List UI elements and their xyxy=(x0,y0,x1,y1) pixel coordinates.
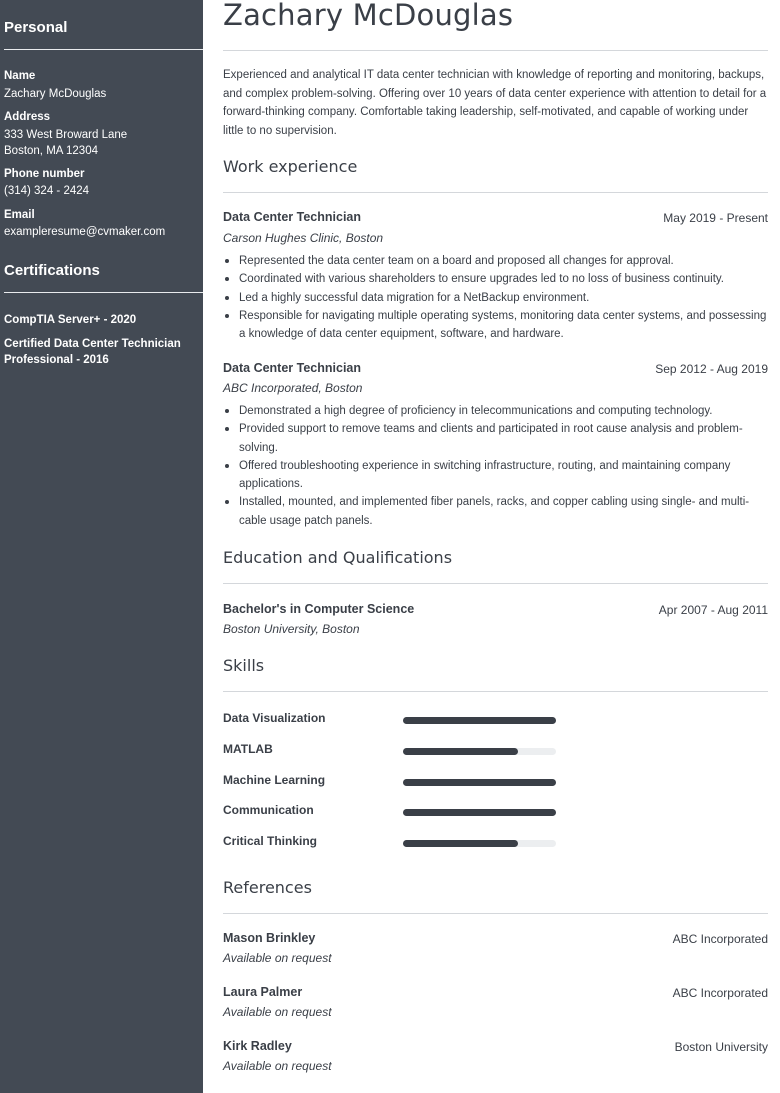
list-item xyxy=(223,270,768,288)
skill-row xyxy=(223,803,768,823)
list-item xyxy=(223,252,768,270)
skill-level-bar xyxy=(403,840,556,847)
email-label: Email xyxy=(4,209,35,221)
skill-name: Machine Learning xyxy=(223,773,326,787)
section-divider xyxy=(223,691,768,692)
bullet-text: Led a highly successful data migration for a NetBackup environment. xyxy=(239,291,590,304)
summary: Experienced and analytical IT data center technician with knowledge of reporting and monitoring, backups, and complex problem-solving. Offering over 10 years of data center experience with attention to detail for a forward-thinking company. Comfortable taking leadership, self-motivated, and capable of working under little to no supervision. xyxy=(223,69,767,137)
skill-level-bar xyxy=(403,748,556,755)
reference-note: Available on request xyxy=(223,951,332,965)
skill-row xyxy=(223,773,768,793)
bullet-text: Responsible for navigating multiple operating systems, monitoring data center systems, and possessing a knowledge of data center equipment, software, and hardware. xyxy=(239,309,767,341)
address-line1: 333 West Broward Lane xyxy=(4,129,128,141)
bullet-text: Represented the data center team on a board and proposed all changes for approval. xyxy=(239,255,674,267)
job-employer: ABC Incorporated, Boston xyxy=(223,381,363,395)
skill-row xyxy=(223,711,768,731)
skill-row xyxy=(223,834,768,854)
skill-level-bar xyxy=(403,717,556,724)
bullet-dot xyxy=(225,464,229,468)
reference-organization: ABC Incorporated xyxy=(672,986,768,1000)
certifications-heading: Certifications xyxy=(4,262,100,279)
skill-level-fill xyxy=(403,779,556,786)
address-label: Address xyxy=(4,111,51,123)
skill-level-fill xyxy=(403,840,518,847)
education-heading: Education and Qualifications xyxy=(223,548,453,567)
job-dates: Sep 2012 - Aug 2019 xyxy=(655,362,768,376)
job-bullets xyxy=(223,252,768,343)
skill-level-bar xyxy=(403,779,556,786)
name-value: Zachary McDouglas xyxy=(4,88,107,100)
section-divider xyxy=(223,583,768,584)
sidebar xyxy=(0,0,203,1093)
reference-note: Available on request xyxy=(223,1059,332,1073)
section-divider xyxy=(223,913,768,914)
job-dates: May 2019 - Present xyxy=(663,211,768,225)
bullet-text: Installed, mounted, and implemented fiber panels, racks, and copper cabling using single- and multi-cable usage patch panels. xyxy=(239,496,750,527)
bullet-text: Demonstrated a high degree of proficiency in telecommunications and computing technology. xyxy=(239,405,713,417)
reference-organization: ABC Incorporated xyxy=(672,932,768,946)
skill-level-bar xyxy=(403,809,556,816)
reference-name: Kirk Radley xyxy=(223,1039,292,1053)
reference-name: Laura Palmer xyxy=(223,985,303,999)
section-divider xyxy=(223,192,768,193)
skill-level-fill xyxy=(403,809,556,816)
skill-level-fill xyxy=(403,748,518,755)
certification-item: CompTIA Server+ - 2020 xyxy=(4,314,137,326)
list-item xyxy=(223,493,768,530)
name-label: Name xyxy=(4,70,36,82)
phone-label: Phone number xyxy=(4,168,85,180)
sidebar-divider xyxy=(4,49,203,50)
degree-title: Bachelor's in Computer Science xyxy=(223,602,415,616)
certification-item: Certified Data Center Technician Professional - 2016 xyxy=(4,338,181,366)
skill-name: Critical Thinking xyxy=(223,834,318,848)
list-item xyxy=(223,420,768,457)
skill-name: Communication xyxy=(223,803,314,817)
bullet-dot xyxy=(225,296,229,300)
job-title: Data Center Technician xyxy=(223,210,362,224)
title-divider xyxy=(223,50,768,51)
sidebar-divider xyxy=(4,292,203,293)
bullet-text: Coordinated with various shareholders to ensure upgrades led to no loss of business continuity. xyxy=(239,273,724,286)
references-heading: References xyxy=(223,878,312,897)
bullet-dot xyxy=(225,259,229,263)
skill-row xyxy=(223,742,768,762)
bullet-text: Provided support to remove teams and clients and participated in root cause analysis and problem-solving. xyxy=(239,423,743,454)
skill-level-fill xyxy=(403,717,556,724)
personal-heading: Personal xyxy=(4,19,68,36)
list-item xyxy=(223,402,768,420)
job-employer: Carson Hughes Clinic, Boston xyxy=(223,231,384,245)
bullet-dot xyxy=(225,500,229,504)
list-item xyxy=(223,289,768,307)
reference-name: Mason Brinkley xyxy=(223,931,316,945)
job-bullets xyxy=(223,402,768,530)
school-name: Boston University, Boston xyxy=(223,622,360,636)
phone-value: (314) 324 - 2424 xyxy=(4,185,90,197)
reference-organization: Boston University xyxy=(674,1040,768,1054)
list-item xyxy=(223,457,768,494)
address-line2: Boston, MA 12304 xyxy=(4,145,98,157)
email-value[interactable]: exampleresume@cvmaker.com xyxy=(4,226,166,238)
main-content xyxy=(223,0,768,1093)
skills-heading: Skills xyxy=(223,656,265,675)
skill-name: Data Visualization xyxy=(223,711,326,725)
list-item xyxy=(223,307,768,344)
education-dates: Apr 2007 - Aug 2011 xyxy=(658,603,768,617)
skill-name: MATLAB xyxy=(223,742,273,756)
page-title: Zachary McDouglas xyxy=(223,0,514,32)
bullet-dot xyxy=(225,314,229,318)
bullet-text: Offered troubleshooting experience in switching infrastructure, routing, and maintaining company applications. xyxy=(239,459,731,491)
bullet-dot xyxy=(225,427,229,431)
work-experience-heading: Work experience xyxy=(223,157,358,176)
bullet-dot xyxy=(225,409,229,413)
job-title: Data Center Technician xyxy=(223,361,362,375)
reference-note: Available on request xyxy=(223,1005,332,1019)
bullet-dot xyxy=(225,277,229,281)
